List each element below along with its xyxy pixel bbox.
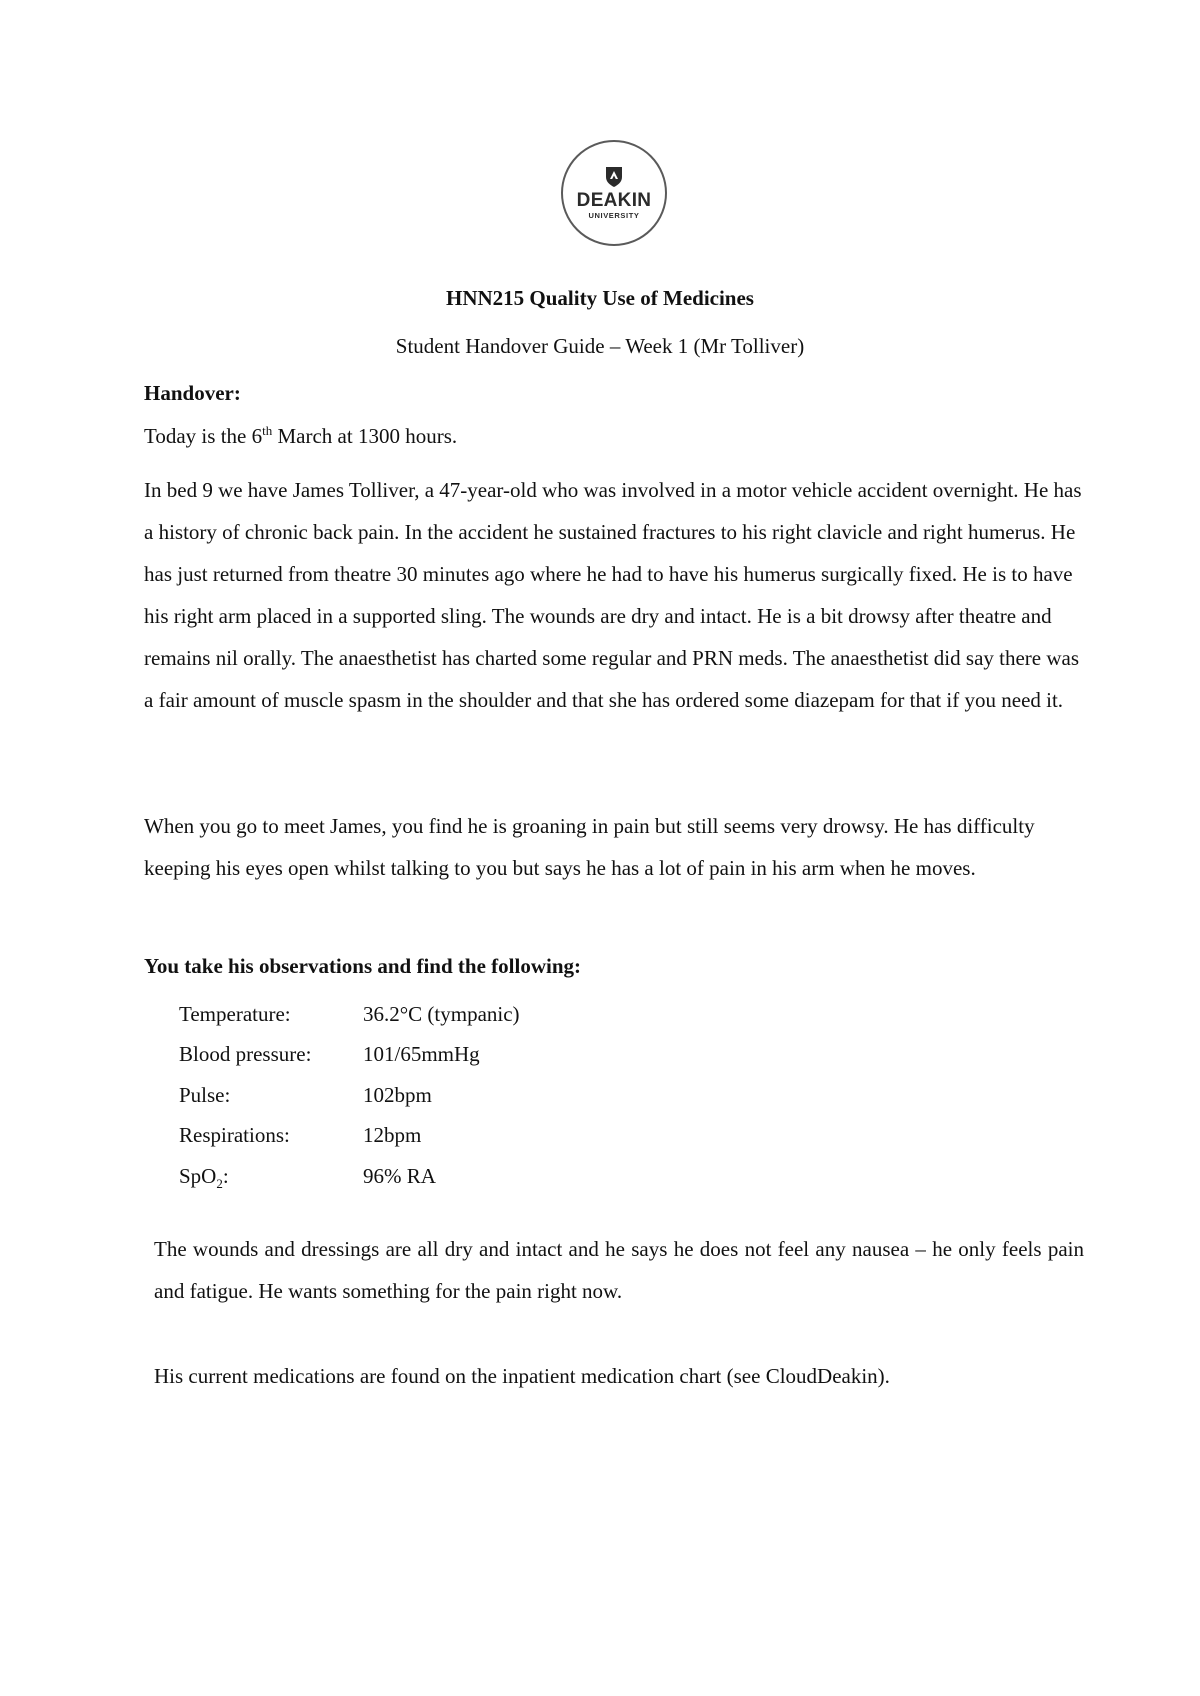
observations-heading: You take his observations and find the following:: [144, 954, 581, 978]
date-suffix: March at 1300 hours.: [272, 424, 458, 448]
deakin-logo: [561, 140, 667, 246]
observation-row-spo2: [179, 1156, 520, 1197]
observation-value: 12bpm: [363, 1123, 422, 1148]
observation-label: Respirations:: [179, 1123, 290, 1148]
handover-date: [144, 424, 457, 449]
observation-value: 96% RA: [363, 1163, 436, 1188]
handover-heading: Handover:: [144, 381, 241, 405]
spo2-label-subscript: 2: [216, 1175, 223, 1191]
spo2-label-suffix: :: [222, 1163, 229, 1188]
wounds-paragraph: The wounds and dressings are all dry and intact and he says he does not feel any nausea – he only feels pain and fatigue. He wants something for the pain right now.: [154, 1237, 1084, 1303]
document-title: HNN215 Quality Use of Medicines: [446, 286, 754, 310]
observation-value: 36.2°C (tympanic): [363, 1001, 520, 1026]
observation-value: 102bpm: [363, 1082, 432, 1107]
date-prefix: Today is the 6: [144, 424, 263, 448]
handover-meeting-paragraph: When you go to meet James, you find he is groaning in pain but still seems very drowsy. He has difficulty keeping his eyes open whilst talking to you but says he has a lot of pain in his arm when he moves.: [144, 814, 1035, 880]
observation-row: [179, 994, 520, 1035]
observations-list: [179, 994, 520, 1197]
document-subtitle: Student Handover Guide – Week 1 (Mr Tolliver): [395, 334, 805, 358]
observation-row: [179, 1075, 520, 1116]
logo-name: DEAKIN: [576, 190, 652, 211]
observation-label: Pulse:: [179, 1082, 231, 1107]
observation-value: 101/65mmHg: [363, 1042, 480, 1067]
logo-subname: UNIVERSITY: [588, 211, 640, 220]
observation-label: Temperature:: [179, 1001, 291, 1026]
observation-row: [179, 1116, 520, 1157]
shield-icon: [604, 166, 624, 188]
observation-label: Blood pressure:: [179, 1042, 312, 1067]
observation-row: [179, 1035, 520, 1076]
spo2-label-prefix: SpO: [179, 1163, 217, 1188]
handover-intro-paragraph: In bed 9 we have James Tolliver, a 47-year-old who was involved in a motor vehicle accident overnight. He has a history of chronic back pain. In the accident he sustained fractures to his right clavicle and right humerus. He has just returned from theatre 30 minutes ago where he had to have his humerus surgically fixed. He is to have his right arm placed in a supported sling. The wounds are dry and intact. He is a bit drowsy after theatre and remains nil orally. The anaesthetist has charted some regular and PRN meds. The anaesthetist did say there was a fair amount of muscle spasm in the shoulder and that she has ordered some diazepam for that if you need it.: [144, 478, 1082, 712]
medications-note: His current medications are found on the inpatient medication chart (see CloudDeakin).: [154, 1364, 890, 1388]
date-superscript: th: [262, 423, 273, 438]
observation-label: [179, 1164, 363, 1189]
